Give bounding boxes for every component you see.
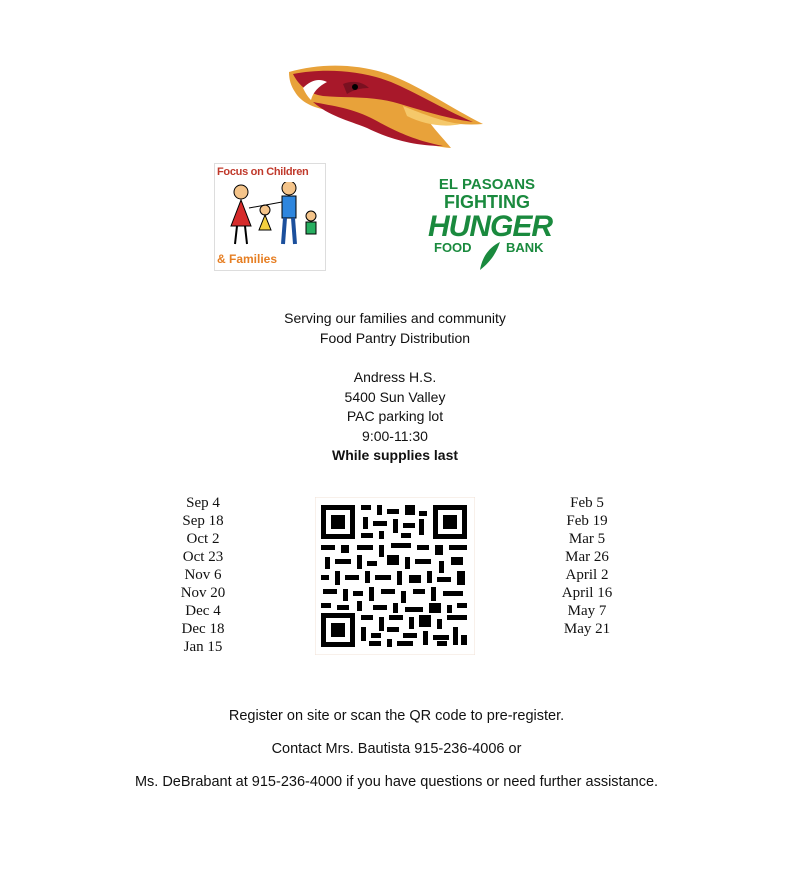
foodbank-food: FOOD bbox=[434, 240, 472, 255]
date-item: Sep 18 bbox=[182, 513, 224, 529]
dates-right-column bbox=[548, 494, 626, 638]
fighting-hunger-logo bbox=[422, 176, 558, 274]
focus-on-children-logo bbox=[214, 163, 326, 271]
date-item: Nov 6 bbox=[184, 567, 222, 583]
family-figures-icon bbox=[219, 182, 321, 248]
date-item: April 16 bbox=[561, 585, 613, 601]
contact-line-1: Contact Mrs. Bautista 915-236-4006 or bbox=[271, 741, 522, 757]
foodbank-line1: EL PASOANS bbox=[438, 176, 536, 193]
foodbank-bank: BANK bbox=[506, 240, 544, 255]
focus-logo-title: Focus on Children bbox=[217, 166, 309, 178]
date-item: Jan 15 bbox=[183, 639, 223, 655]
date-item: Nov 20 bbox=[180, 585, 226, 601]
eagle-mascot-logo bbox=[283, 62, 489, 154]
date-item: April 2 bbox=[565, 567, 609, 583]
qr-code[interactable] bbox=[315, 497, 475, 655]
leaf-icon bbox=[476, 240, 502, 272]
date-item: Oct 23 bbox=[182, 549, 224, 565]
date-item: Sep 4 bbox=[186, 495, 220, 511]
intro-line-2: Food Pantry Distribution bbox=[319, 330, 471, 346]
supplies-note: While supplies last bbox=[331, 447, 459, 463]
intro-line-1: Serving our families and community bbox=[284, 310, 506, 326]
date-item: Dec 18 bbox=[181, 621, 225, 637]
date-item: Mar 26 bbox=[565, 549, 609, 565]
register-instructions: Register on site or scan the QR code to pre-register. bbox=[228, 708, 565, 724]
parking-location: PAC parking lot bbox=[346, 408, 444, 424]
foodbank-line3: HUNGER bbox=[427, 210, 552, 243]
date-item: Dec 4 bbox=[185, 603, 221, 619]
focus-logo-subtitle: & Families bbox=[217, 252, 278, 266]
date-item: Feb 19 bbox=[566, 513, 608, 529]
date-item: May 7 bbox=[567, 603, 607, 619]
date-item: Oct 2 bbox=[186, 531, 220, 547]
school-name: Andress H.S. bbox=[353, 369, 437, 385]
address: 5400 Sun Valley bbox=[344, 389, 446, 405]
date-item: Feb 5 bbox=[570, 495, 604, 511]
date-item: Mar 5 bbox=[568, 531, 606, 547]
contact-line-2: Ms. DeBrabant at 915-236-4000 if you have questions or need further assistance. bbox=[134, 774, 659, 790]
dates-left-column bbox=[162, 494, 244, 656]
time-range: 9:00-11:30 bbox=[362, 428, 428, 444]
foodbank-line2: FIGHTING bbox=[444, 192, 530, 212]
date-item: May 21 bbox=[563, 621, 611, 637]
